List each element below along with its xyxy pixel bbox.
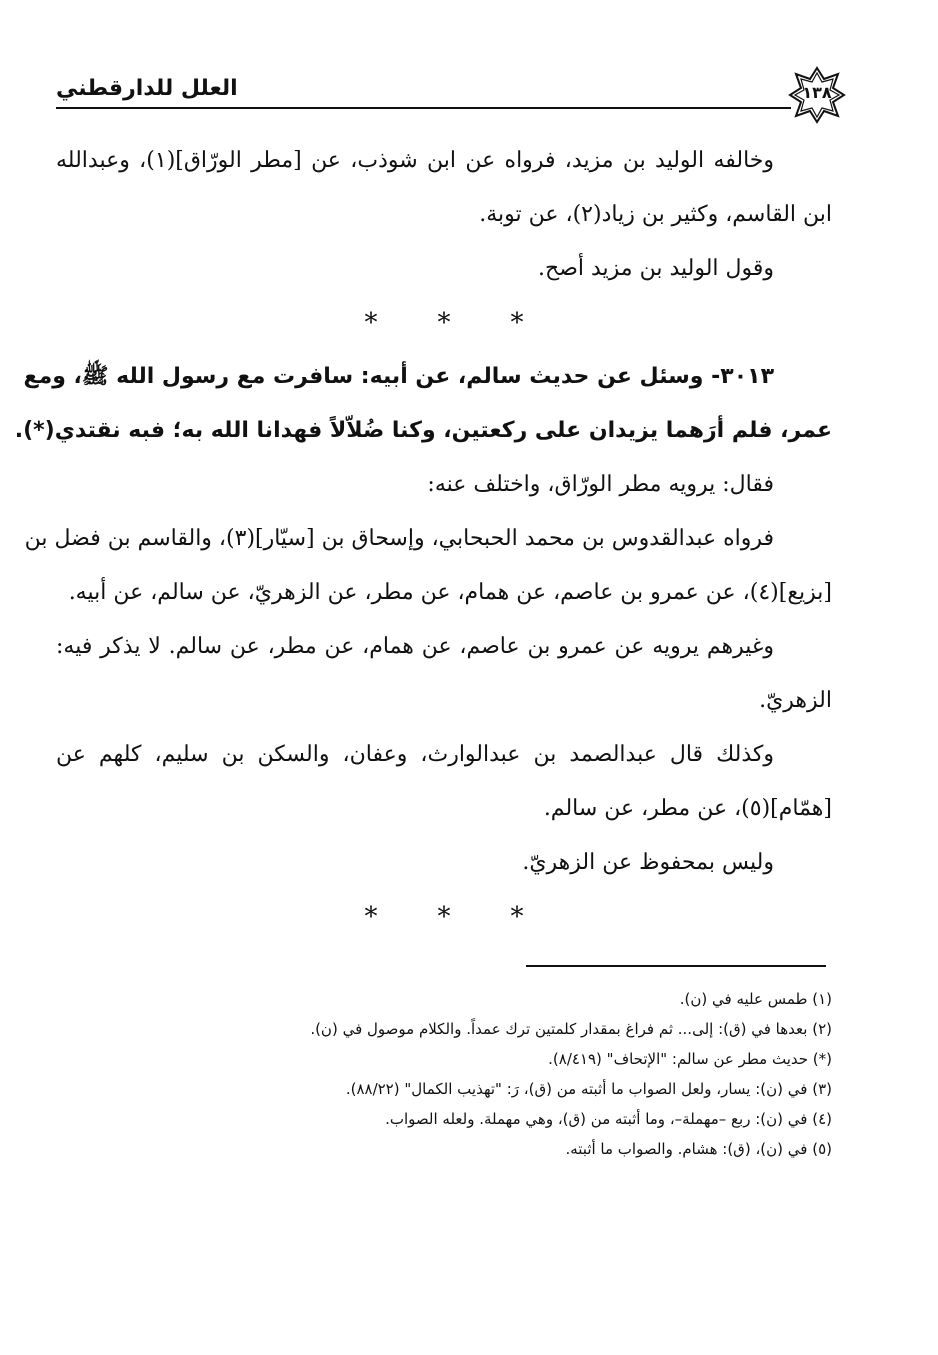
hadith-heading-cont: عمر، فلم أرَهما يزيدان على ركعتين، وكنا ضُلاّلاً فهدانا الله به؛ فبه نقتدي(*). [14, 418, 832, 443]
text-line: فقال: يرويه مطر الورّاق، واختلف عنه: [427, 472, 774, 497]
footnotes [160, 984, 832, 1164]
text-line: وكذلك قال عبدالصمد بن عبدالوارث، وعفان، والسكن بن سليم، كلهم عن [56, 742, 774, 767]
text-line: وقول الوليد بن مزيد أصح. [538, 256, 774, 281]
footnote: (٤) في (ن): ربع –مهملة–، وما أثبته من (ق)، وهي مهملة. ولعله الصواب. [385, 1110, 832, 1128]
page-number-badge [788, 66, 846, 124]
section-separator [56, 890, 832, 944]
book-title: العلل للدارقطني [56, 76, 238, 101]
section-separator [56, 296, 832, 350]
text-line: فرواه عبدالقدوس بن محمد الحبحابي، وإسحاق بن [سيّار](٣)، والقاسم بن فضل بن [24, 526, 774, 551]
star-glyph: * [510, 902, 524, 932]
star-glyph: * [364, 902, 378, 932]
text-line: وخالفه الوليد بن مزيد، فرواه عن ابن شوذب، عن [مطر الورّاق](١)، وعبدالله [56, 148, 774, 173]
page-header [56, 66, 846, 126]
header-rule [56, 107, 791, 109]
footnote: (*) حديث مطر عن سالم: "الإتحاف" (٨/٤١٩). [548, 1050, 832, 1068]
footnote: (١) طمس عليه في (ن). [679, 990, 832, 1008]
text-line: [بزيع](٤)، عن عمرو بن عاصم، عن همام، عن مطر، عن الزهريّ، عن سالم، عن أبيه. [68, 580, 832, 605]
text-line: وغيرهم يرويه عن عمرو بن عاصم، عن همام، عن مطر، عن سالم. لا يذكر فيه: [56, 634, 774, 659]
text-line: ابن القاسم، وكثير بن زياد(٢)، عن توبة. [479, 202, 832, 227]
text-line: وليس بمحفوظ عن الزهريّ. [522, 850, 774, 875]
footnote: (٢) بعدها في (ق): إلى... ثم فراغ بمقدار كلمتين ترك عمداً. والكلام موصول في (ن). [310, 1020, 832, 1038]
footnote: (٥) في (ن)، (ق): هشام. والصواب ما أثبته. [565, 1140, 832, 1158]
star-glyph: * [510, 308, 524, 338]
star-glyph: * [364, 308, 378, 338]
star-glyph: * [437, 308, 451, 338]
text-line: [همّام](٥)، عن مطر، عن سالم. [543, 796, 832, 821]
hadith-heading: ٣٠١٣- وسئل عن حديث سالم، عن أبيه: سافرت مع رسول الله ﷺ، ومع [23, 364, 774, 389]
page-number: ١٣٨ [802, 83, 832, 102]
star-glyph: * [437, 902, 451, 932]
main-text [14, 134, 832, 944]
text-line: الزهريّ. [759, 688, 832, 713]
footnote-rule [526, 965, 826, 967]
footnote: (٣) في (ن): يسار، ولعل الصواب ما أثبته من (ق)، رَ: "تهذيب الكمال" (٨٨/٢٢). [345, 1080, 832, 1098]
